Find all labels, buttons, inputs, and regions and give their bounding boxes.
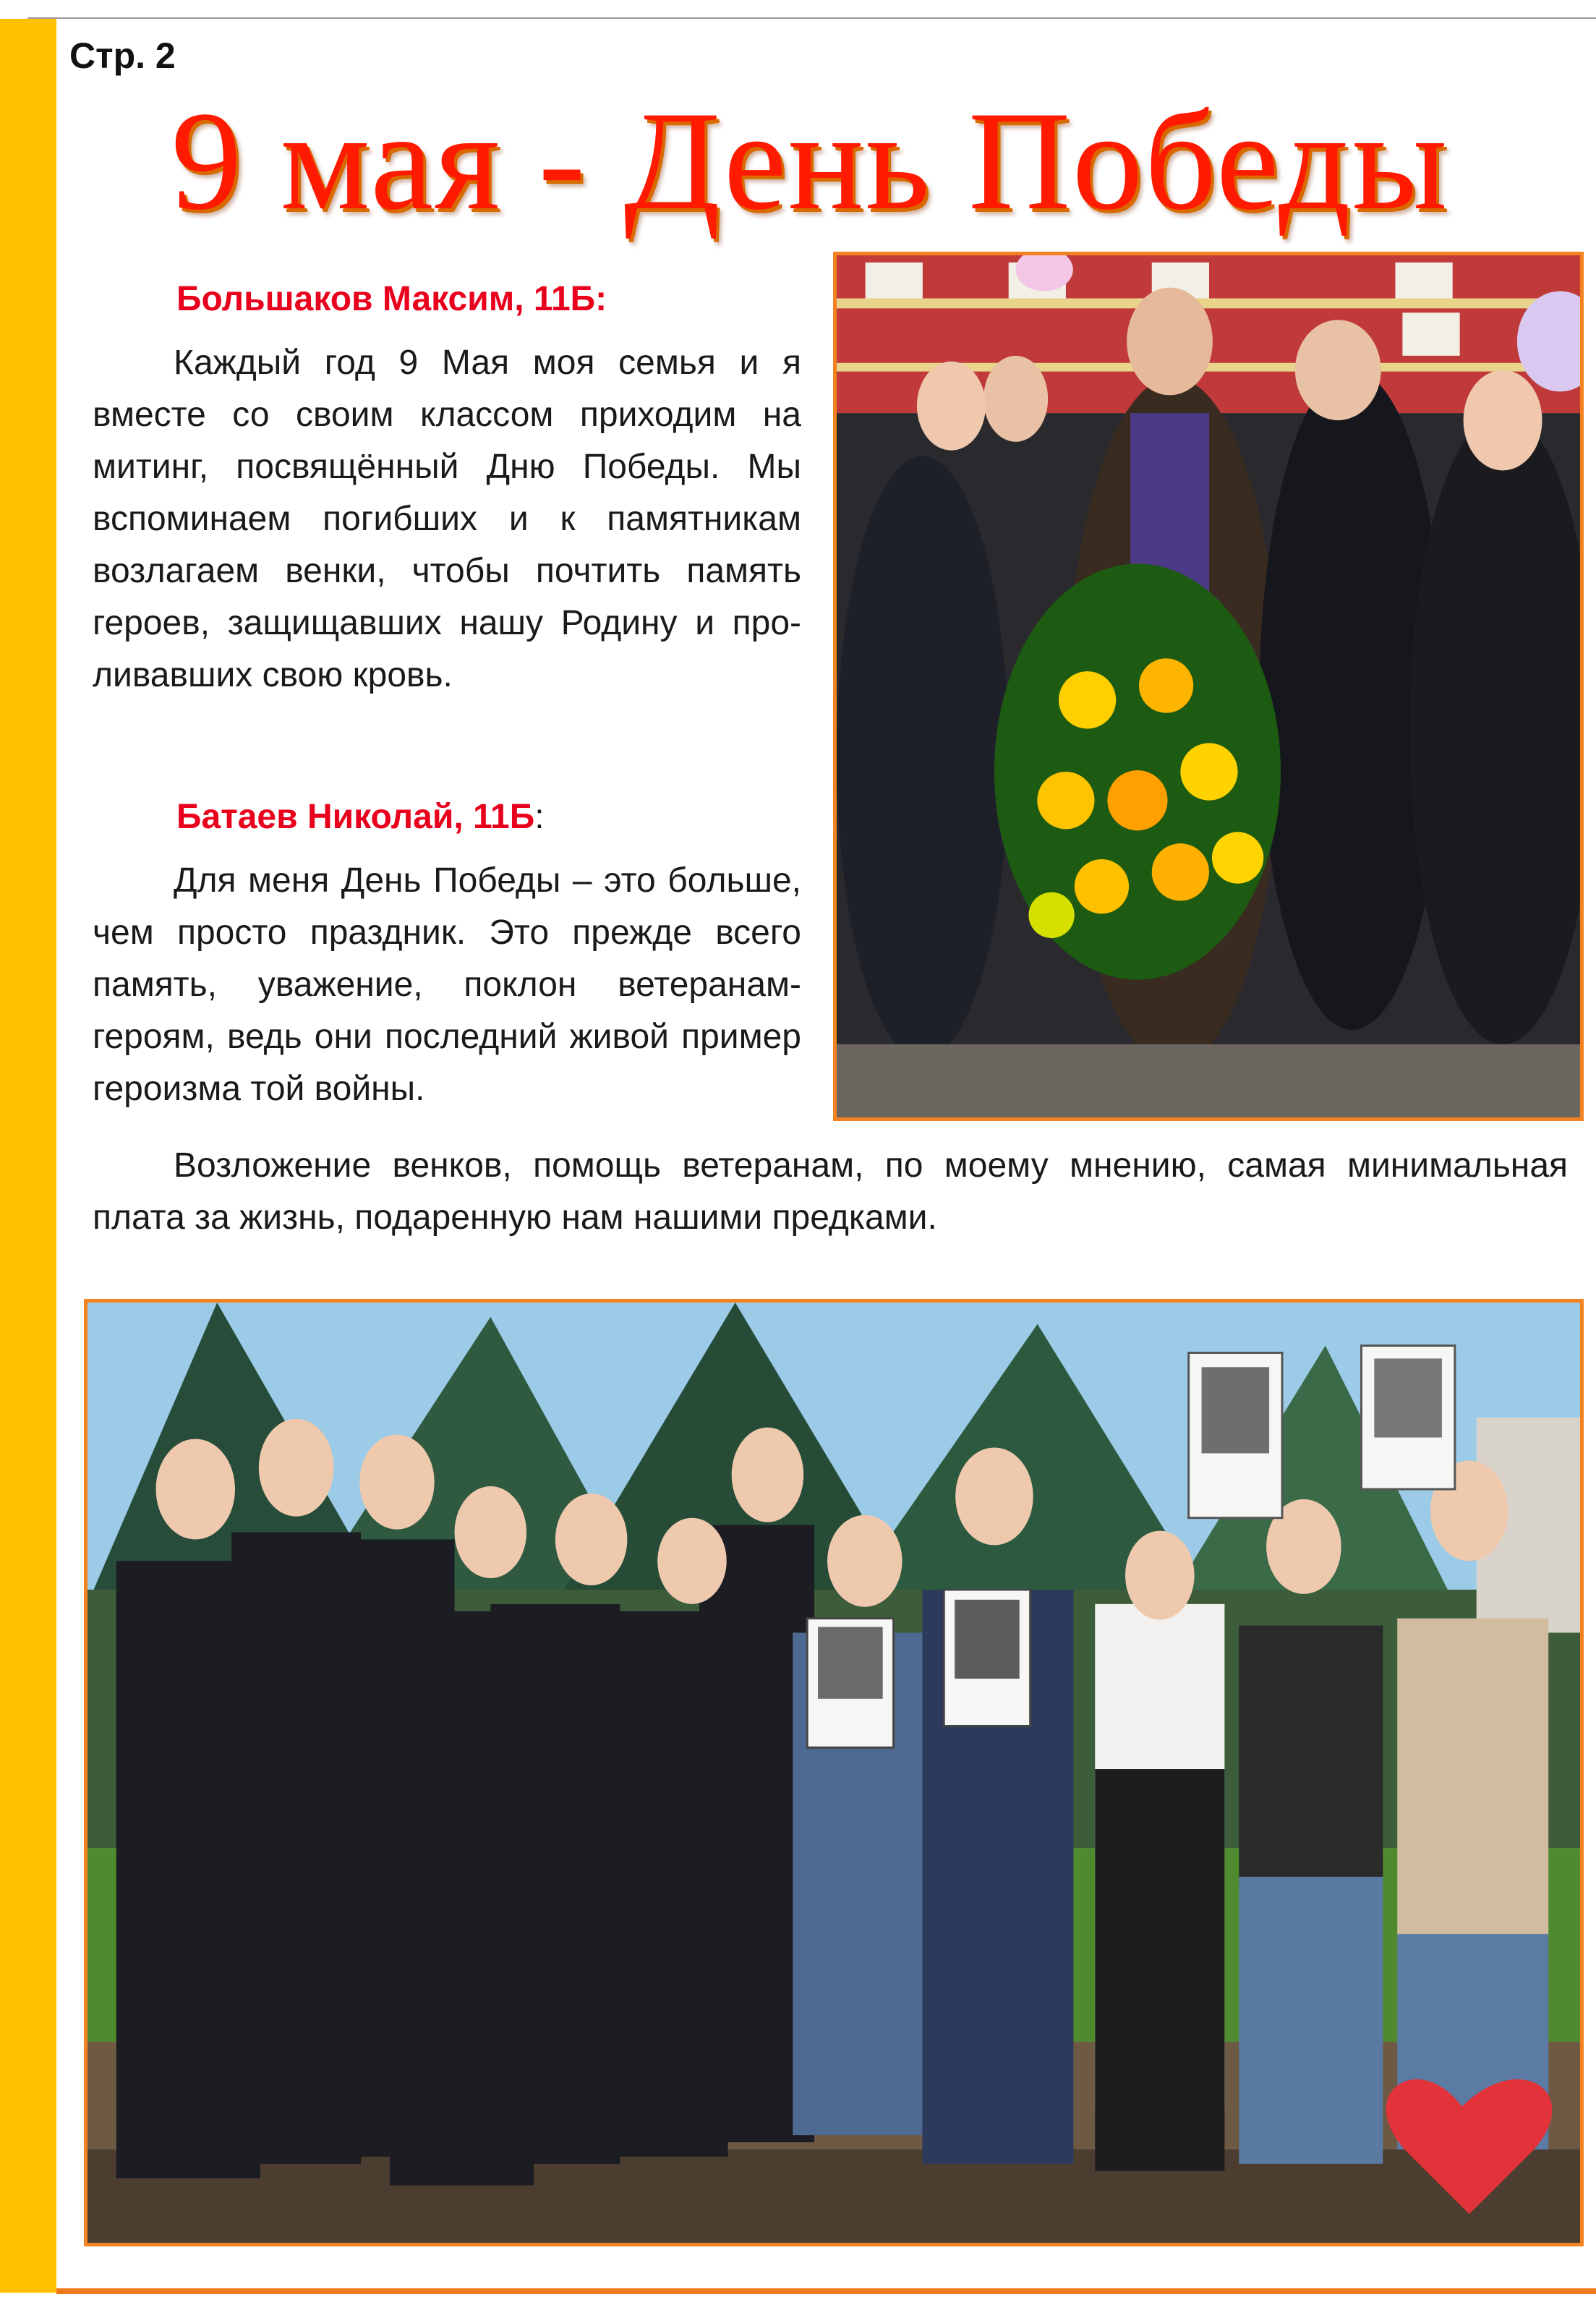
- photo-class-group: [84, 1299, 1584, 2246]
- top-rule: [27, 17, 1596, 19]
- author-bolshakov: Большаков Максим, 11Б:: [176, 280, 607, 318]
- article-bataev-continuation: Возложение венков, помощь ветеранам, по моему мнению, самая минимальная плата за жизнь, подаренную нам нашими предками.: [93, 1146, 1568, 1237]
- bottom-rule: [56, 2288, 1596, 2294]
- page-number: Стр. 2: [69, 35, 176, 76]
- article-bataev-text: Для меня День Победы – это больше, чем просто праздник. Это прежде всего память, уважение, поклон ветеранам-героям, ведь они последний живой пример героизма той войны.: [93, 861, 801, 1108]
- author-bataev-name: Батаев Николай, 11Б: [176, 798, 535, 836]
- photo-class-image: [88, 1303, 1580, 2243]
- side-color-bar: [0, 19, 56, 2293]
- photo-wreath-group: [833, 252, 1584, 1121]
- article-bolshakov-text: Каждый год 9 Мая моя семья и я вместе со своим классом приходим на митинг, посвящённый Дню Победы. Мы вспоминаем погибших и к памятникам возлагаем венки, чтобы почтить память героев, защищавших нашу Родину и проливавших свою кровь.: [93, 344, 801, 694]
- page-headline: 9 мая - День Победы: [171, 82, 1449, 239]
- author-bataev-colon: :: [534, 798, 545, 836]
- photo-wreath-image: [837, 255, 1580, 1117]
- author-bataev: [176, 797, 545, 837]
